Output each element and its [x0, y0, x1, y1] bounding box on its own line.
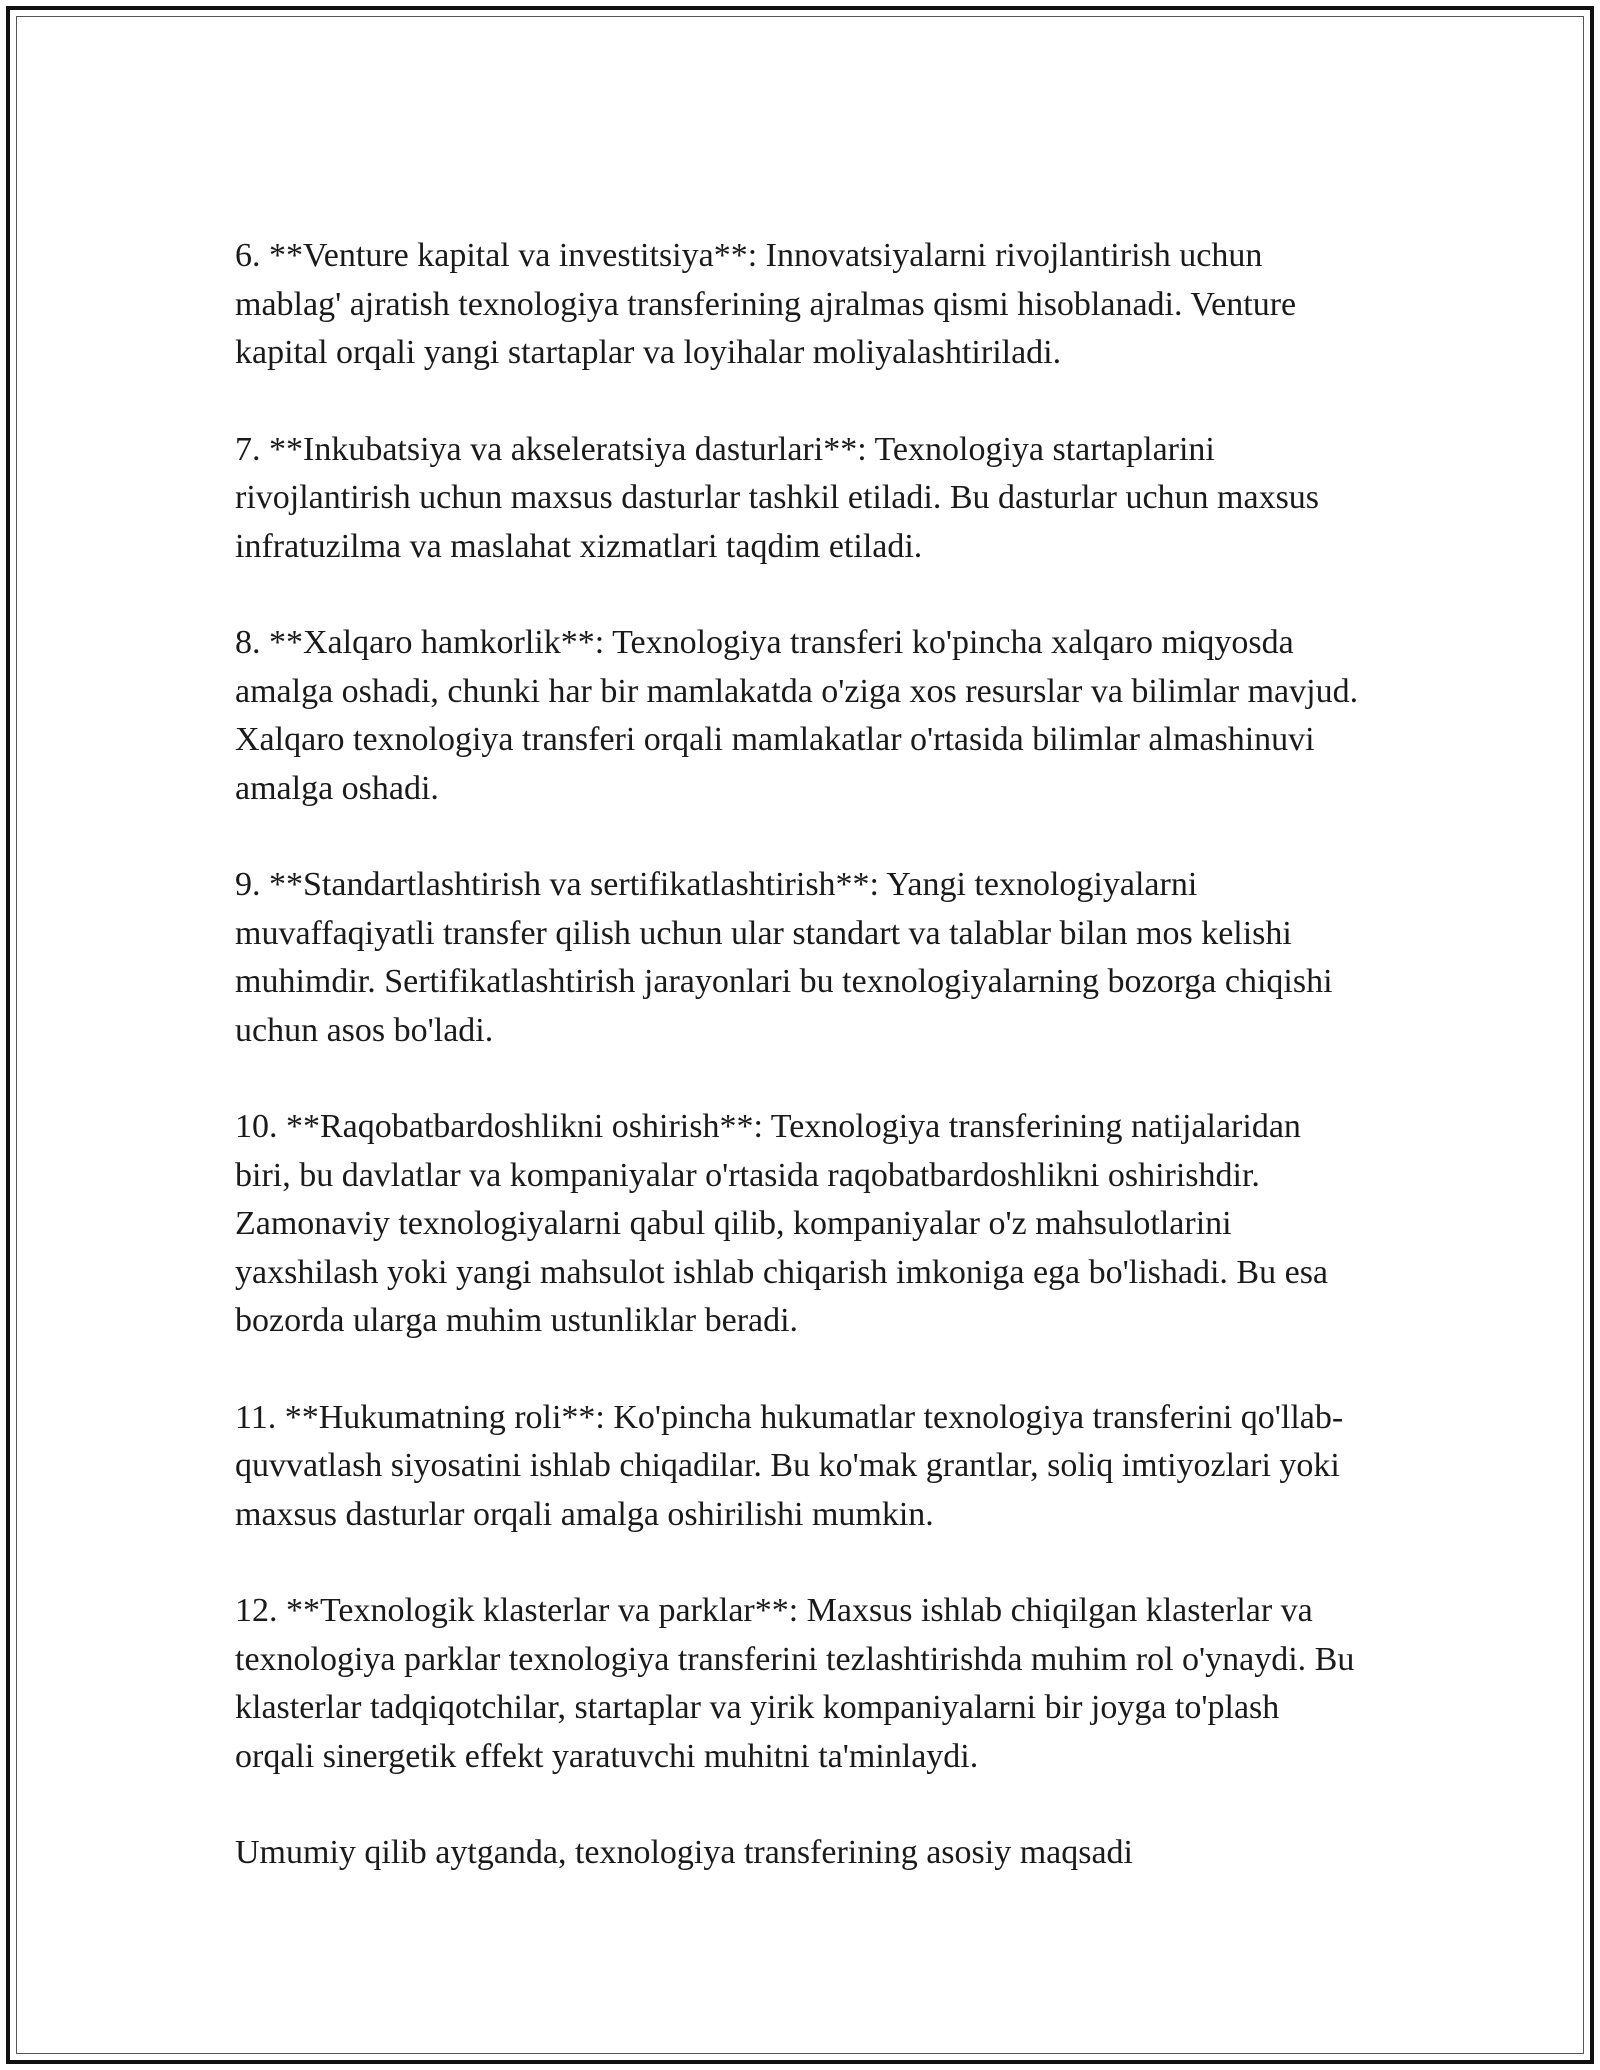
paragraph-item-9: 9. **Standartlashtirish va sertifikatlashtirish**: Yangi texnologiyalarni muvaffaqiyatli transfer qilish uchun ular standart va talablar bilan mos kelishi muhimdir. Sertifikatlashtirish jarayonlari bu texnologiyalarning bozorga chiqishi uchun asos bo'ladi.: [235, 866, 1333, 1049]
paragraph-item-11: 11. **Hukumatning roli**: Ko'pincha hukumatlar texnologiya transferini qo'llab-quvvatlash siyosatini ishlab chiqadilar. Bu ko'mak grantlar, soliq imtiyozlari yoki maxsus dasturlar orqali amalga oshirilishi mumkin.: [235, 1398, 1344, 1533]
paragraph-item-6: 6. **Venture kapital va investitsiya**: Innovatsiyalarni rivojlantirish uchun mablag' ajratish texnologiya transferining ajralmas qismi hisoblanadi. Venture kapital orqali yangi startaplar va loyihalar moliyalashtiriladi.: [235, 237, 1297, 371]
paragraph-item-10: 10. **Raqobatbardoshlikni oshirish**: Texnologiya transferining natijalaridan biri, bu davlatlar va kompaniyalar o'rtasida raqobatbardoshlikni oshirishdir. Zamonaviy texnologiyalarni qabul qilib, kompaniyalar o'z mahsulotlarini yaxshilash yoki yangi mahsulot ishlab chiqarish imkoniga ega bo'lishadi. Bu esa bozorda ularga muhim ustunliklar beradi.: [235, 1108, 1329, 1339]
document-body: [235, 232, 1365, 1926]
paragraph-item-8: 8. **Xalqaro hamkorlik**: Texnologiya transferi ko'pincha xalqaro miqyosda amalga oshadi, chunki har bir mamlakatda o'ziga xos resurslar va bilimlar mavjud. Xalqaro texnologiya transferi orqali mamlakatlar o'rtasida bilimlar almashinuvi amalga oshadi.: [235, 624, 1359, 807]
closing-paragraph: Umumiy qilib aytganda, texnologiya transferining asosiy maqsadi: [235, 1834, 1133, 1871]
paragraph-item-7: 7. **Inkubatsiya va akseleratsiya dasturlari**: Texnologiya startaplarini rivojlantirish uchun maxsus dasturlar tashkil etiladi. Bu dasturlar uchun maxsus infratuzilma va maslahat xizmatlari taqdim etiladi.: [235, 430, 1320, 565]
paragraph-item-12: 12. **Texnologik klasterlar va parklar**: Maxsus ishlab chiqilgan klasterlar va texnologiya parklar texnologiya transferini tezlashtirishda muhim rol o'ynaydi. Bu klasterlar tadqiqotchilar, startaplar va yirik kompaniyalarni bir joyga to'plash orqali sinergetik effekt yaratuvchi muhitni ta'minlaydi.: [235, 1592, 1355, 1775]
